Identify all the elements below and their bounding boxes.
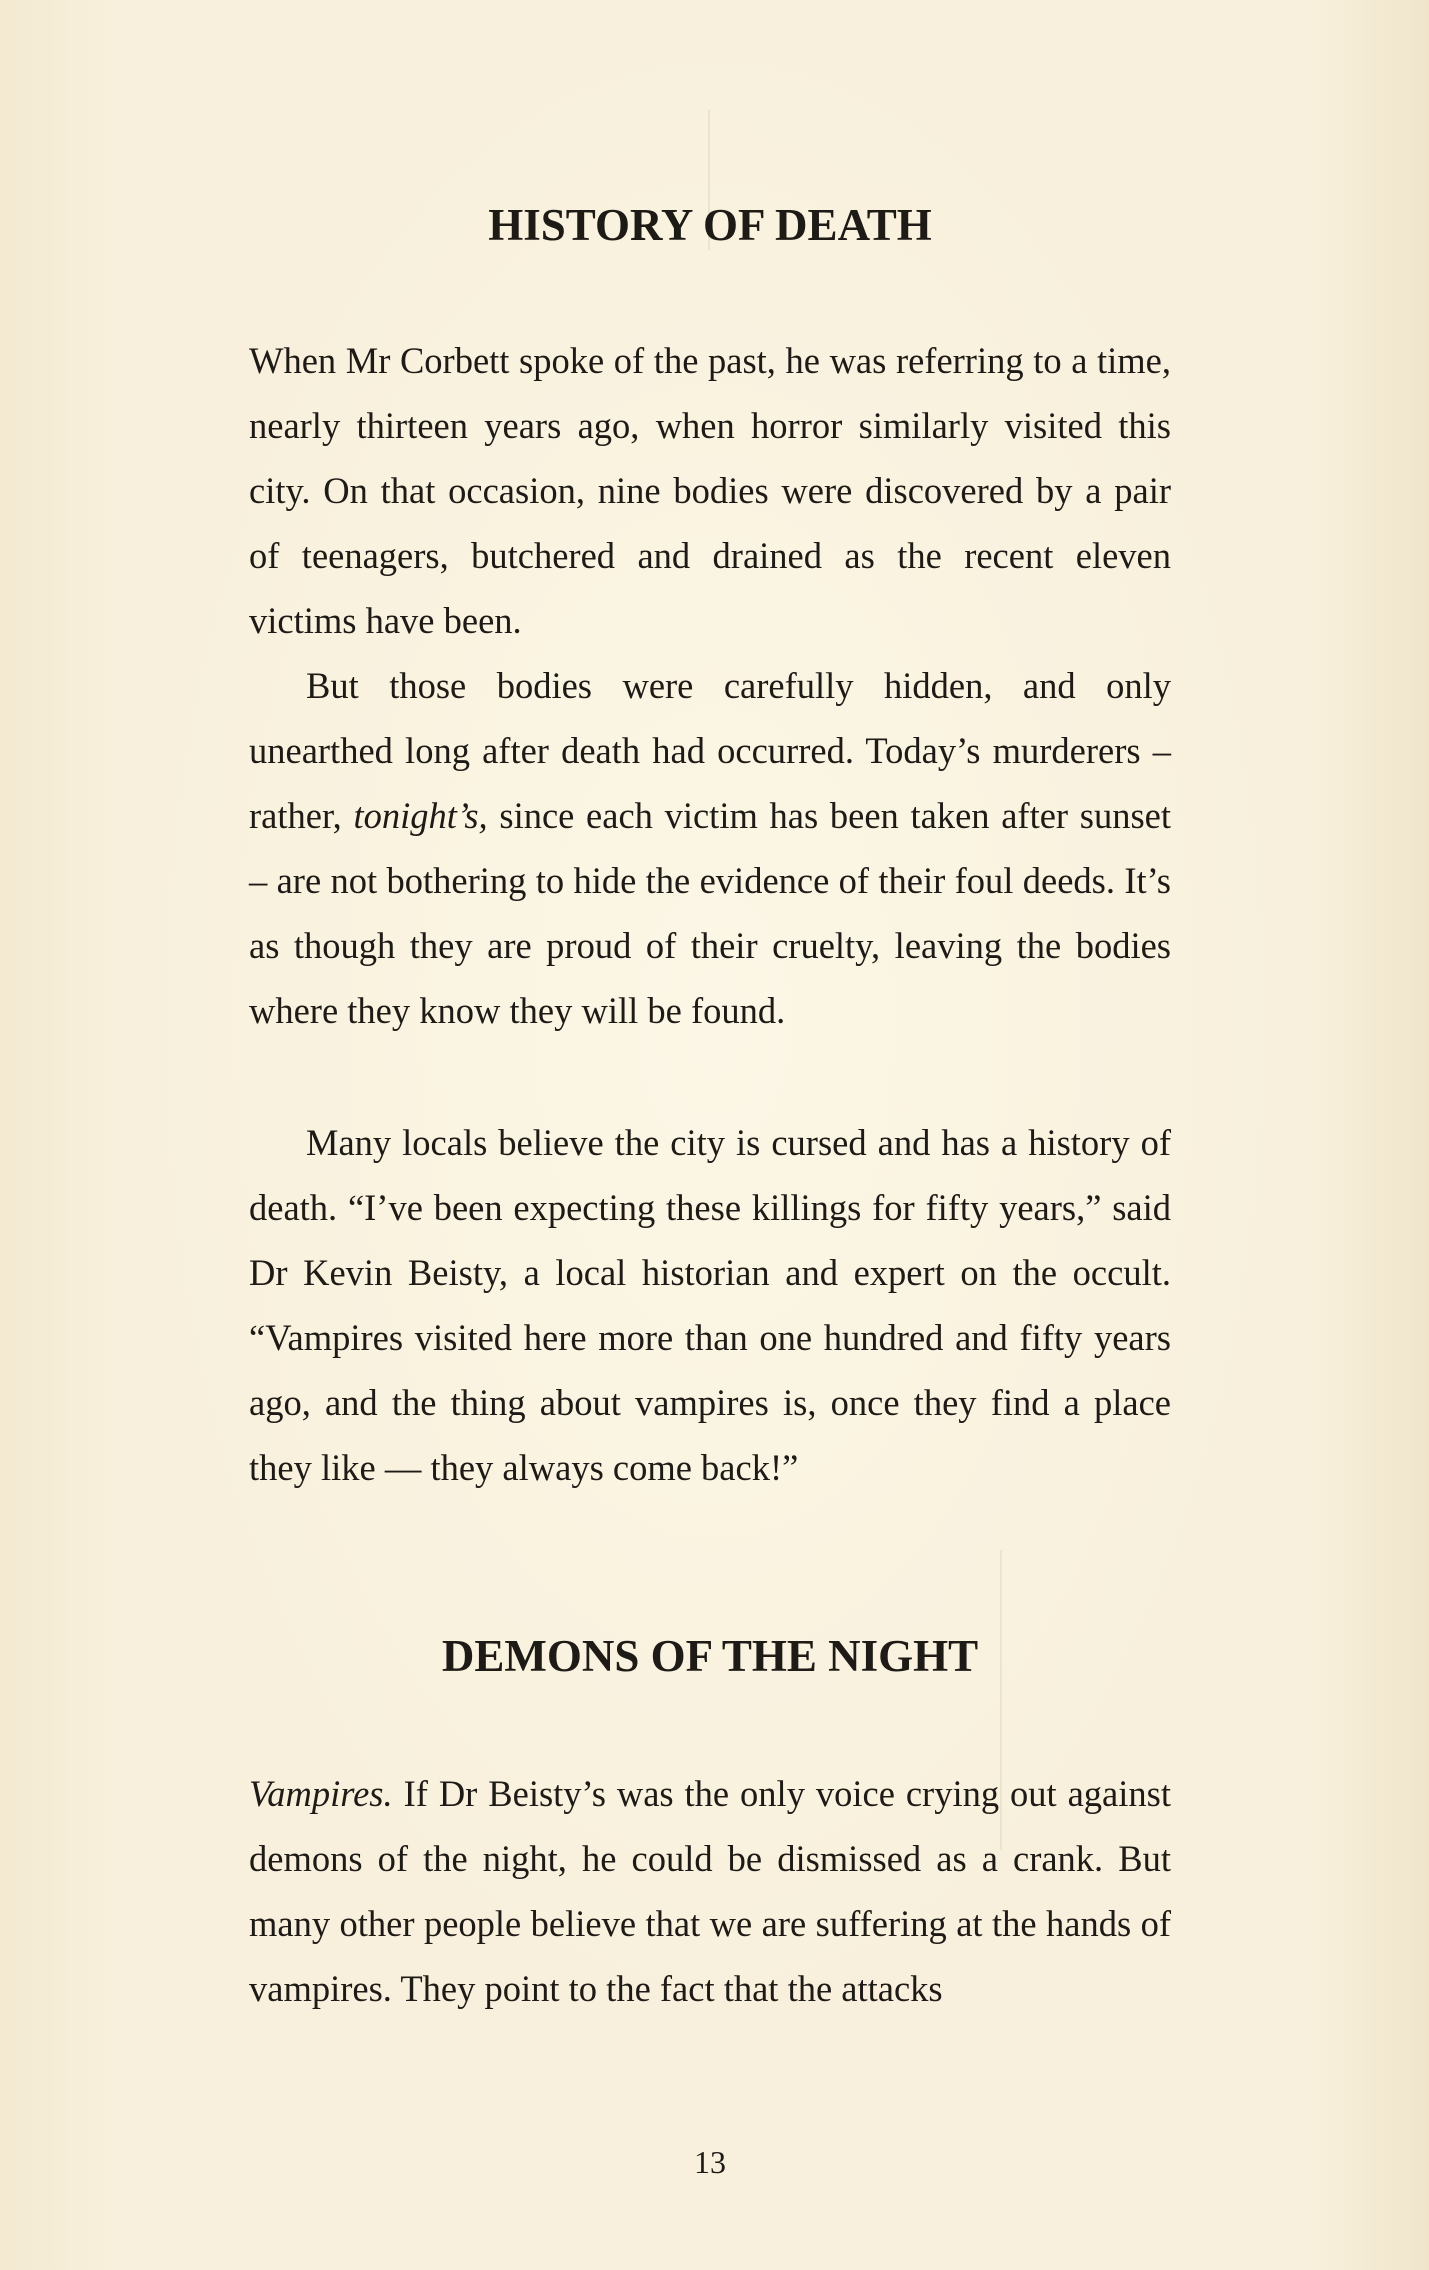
section-heading-history-of-death: HISTORY OF DEATH (488, 200, 932, 250)
paragraph-text: But those bodies were carefully hidden, and only unearthed long after death had occurred. Today’s murderers – rather, (249, 665, 1171, 836)
emphasis-vampires: Vampires. (249, 1773, 393, 1814)
emphasis-tonights: tonight’s, (353, 795, 488, 836)
paragraph-corbett-past (249, 328, 1171, 653)
paragraph-text: If Dr Beisty’s was the only voice crying out against demons of the night, he could be dismissed as a crank. But many other people believe that we are suffering at the hands of vampires. They point to the fact that the attacks (249, 1773, 1171, 2009)
paragraph-locals-believe (249, 1110, 1171, 1500)
paragraph-text: When Mr Corbett spoke of the past, he was referring to a time, nearly thirteen years ago, when horror similarly visited this city. On that occasion, nine bodies were discovered by a pair of teenagers, butchered and drained as the recent eleven victims have been. (249, 340, 1171, 641)
paragraph-hidden-bodies (249, 653, 1171, 1043)
section-heading-demons-of-the-night: DEMONS OF THE NIGHT (441, 1631, 979, 1681)
paragraph-vampires (249, 1761, 1171, 2021)
paragraph-text: Many locals believe the city is cursed and has a history of death. “I’ve been expecting these killings for fifty years,” said Dr Kevin Beisty, a local historian and expert on the occult. “Vampires visited here more than one hundred and fifty years ago, and the thing about vampires is, once they find a place they like — they always come back!” (249, 1122, 1171, 1488)
page-number: 13 (694, 2144, 726, 2180)
paragraph-text: since each victim has been taken after sunset – are not bothering to hide the evidence of their foul deeds. It’s as though they are proud of their cruelty, leaving the bodies where they know they will be found. (249, 795, 1172, 1031)
